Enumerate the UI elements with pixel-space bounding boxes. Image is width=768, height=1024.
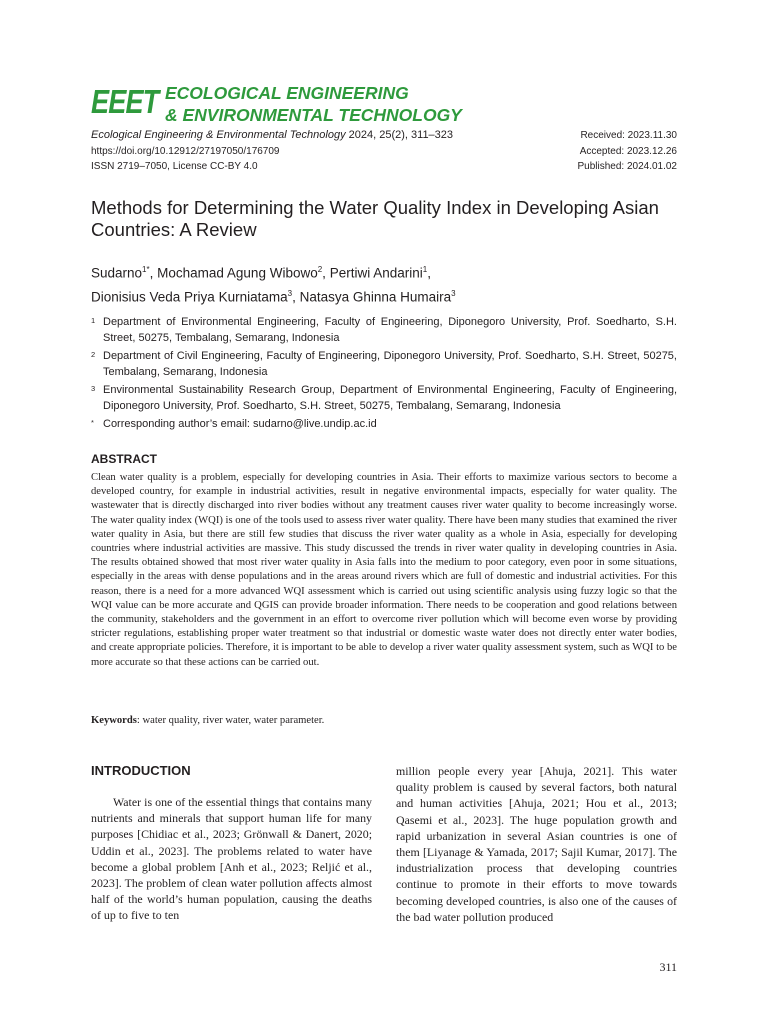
author: Sudarno bbox=[91, 265, 143, 281]
journal-name-line1: ECOLOGICAL ENGINEERING bbox=[165, 83, 409, 103]
body-column-left bbox=[91, 794, 372, 924]
received-date: Received: 2023.11.30 bbox=[580, 130, 677, 141]
abstract-text: Clean water quality is a problem, especially for developing countries in Asia. Their efforts to maximize various sectors to become a developed country, for example in industrial activities, result in negative environmental impacts, especially for water quality. The wastewater that is directly discharged into river bodies without any treatment causes river water quality to become increasingly worse. The water quality index (WQI) is one of the tools used to assess river water quality. There have been many studies that examined the river water quality in Asia, but there are still few studies that discuss the river water quality as a whole in Asia, especially for developing countries where industrial activities are massive. This study discussed the trends in river water quality in developing countries in Asia. The results obtained showed that most river water quality in Asia falls into the medium to poor category, even poor in some situations, especially in the areas with dense populations and in the areas around rivers which are full of domestic and industrial activities. For this reason, there is a need for a more advanced WQI assessment which is carried out using scientific analysis using fuzzy logic so that the WQI value can be more accurate and QGIS can provide broader information. There needs to be cooperation and good relations between the community, stakeholders and the government in an effort to overcome river pollution which will become even worse by providing stricter regulations, establishing proper water treatment so that industrial or domestic waste water does not directly enter water bodies, and create appropriate policies. Therefore, it is important to be able to develop a river water quality assessment system, such as WQI to be more accurate so that these actions can be carried out. bbox=[91, 472, 677, 668]
author: Pertiwi Andarini bbox=[329, 265, 423, 281]
affiliation-text: Department of Civil Engineering, Faculty of Engineering, Diponegoro University, Prof. Soedharto, S.H. Street, 50275, Tembalang, Semarang, Indonesia bbox=[103, 350, 677, 378]
introduction-paragraph: Water is one of the essential things that contains many nutrients and minerals that support human life for many purposes [Chidiac et al., 2023; Grönwall & Danert, 2020; Uddin et al., 2023]. The problems related to water have become a global problem [Anh et al., 2023; Reljić et al., 2023]. The problem of clean water pollution affects almost half of the world’s human population, causing the deaths of up to five to ten bbox=[91, 795, 372, 923]
author: Dionisius Veda Priya Kurniatama bbox=[91, 289, 288, 304]
author-affiliation-mark: 1 bbox=[422, 265, 428, 274]
author: Mochamad Agung Wibowo bbox=[157, 265, 318, 281]
corresponding-author bbox=[91, 417, 677, 433]
keywords-label: Keywords bbox=[91, 715, 137, 726]
citation-block bbox=[91, 128, 453, 175]
affiliation-item bbox=[91, 383, 677, 414]
author-affiliation-mark: 3 bbox=[287, 288, 293, 298]
affiliation-number: 3 bbox=[91, 384, 96, 393]
affiliation-number: 1 bbox=[91, 316, 96, 325]
affiliation-number: 2 bbox=[91, 350, 96, 359]
affiliation-item bbox=[91, 349, 677, 380]
keywords-text: : water quality, river water, water parameter. bbox=[136, 715, 325, 726]
citation-line bbox=[91, 128, 453, 144]
citation-journal: Ecological Engineering & Environmental Technology bbox=[91, 129, 346, 141]
abstract-heading: ABSTRACT bbox=[91, 452, 157, 466]
affiliation-text: Environmental Sustainability Research Group, Department of Environmental Engineering, Faculty of Engineering, Diponegoro University, Prof. Soedharto, S.H. Street, 50275, Tembalang, Semarang, Indonesia bbox=[103, 384, 677, 412]
published-date: Published: 2024.01.02 bbox=[577, 161, 677, 172]
citation-volume: 2024, 25(2), 311–323 bbox=[345, 129, 454, 141]
doi-link[interactable]: https://doi.org/10.12912/27197050/176709 bbox=[91, 145, 280, 157]
author-list: Sudarno$^{1*}$, Mochamad Agung Wibowo$^2$, Pertiwi Andarini$^1$, Dionisius Veda Priya Kurniatama$^3$, Natasya Ghinna Humaira$^3$ bbox=[91, 265, 456, 304]
affiliation-list bbox=[91, 315, 677, 436]
affiliation-item bbox=[91, 315, 677, 346]
author-affiliation-mark: 3 bbox=[451, 288, 456, 298]
affiliation-text: Corresponding author’s email: sudarno@live.undip.ac.id bbox=[103, 418, 377, 430]
author-affiliation-mark: 1* bbox=[142, 265, 150, 274]
journal-logo: EEET bbox=[91, 83, 159, 120]
issn-license: ISSN 2719–7050, License CC-BY 4.0 bbox=[91, 161, 258, 172]
keywords-line bbox=[91, 714, 677, 728]
body-column-right bbox=[396, 763, 677, 925]
journal-name bbox=[165, 82, 462, 126]
affiliation-text: Department of Environmental Engineering, Faculty of Engineering, Diponegoro University, Prof. Soedharto, S.H. Street, 50275, Tembalang, Semarang, Indonesia bbox=[103, 316, 677, 344]
accepted-date: Accepted: 2023.12.26 bbox=[579, 145, 677, 157]
introduction-heading: INTRODUCTION bbox=[91, 763, 191, 778]
author: Natasya Ghinna Humaira bbox=[299, 289, 452, 304]
journal-name-line2: & ENVIRONMENTAL TECHNOLOGY bbox=[165, 105, 462, 125]
introduction-paragraph-continued: million people every year [Ahuja, 2021]. This water quality problem is caused by several factors, both natural and human activities [Ahuja, 2021; Hou et al., 2013; Qasemi et al., 2023]. The huge population growth and rapid urbanization in several Asian countries is one of them [Liyanage & Yamada, 2017; Sajil Kumar, 2017]. The industrialization process that developing countries continue to promote in their efforts to move towards becoming developed countries, is also one of the causes of the bad water pollution produced bbox=[396, 764, 677, 924]
affiliation-number: * bbox=[91, 418, 94, 427]
article-dates bbox=[577, 128, 677, 175]
page-number: 311 bbox=[659, 960, 677, 974]
article-title: Methods for Determining the Water Quality Index in Developing Asian Countries: A Review bbox=[91, 197, 659, 240]
author-affiliation-mark: 2 bbox=[317, 265, 323, 274]
